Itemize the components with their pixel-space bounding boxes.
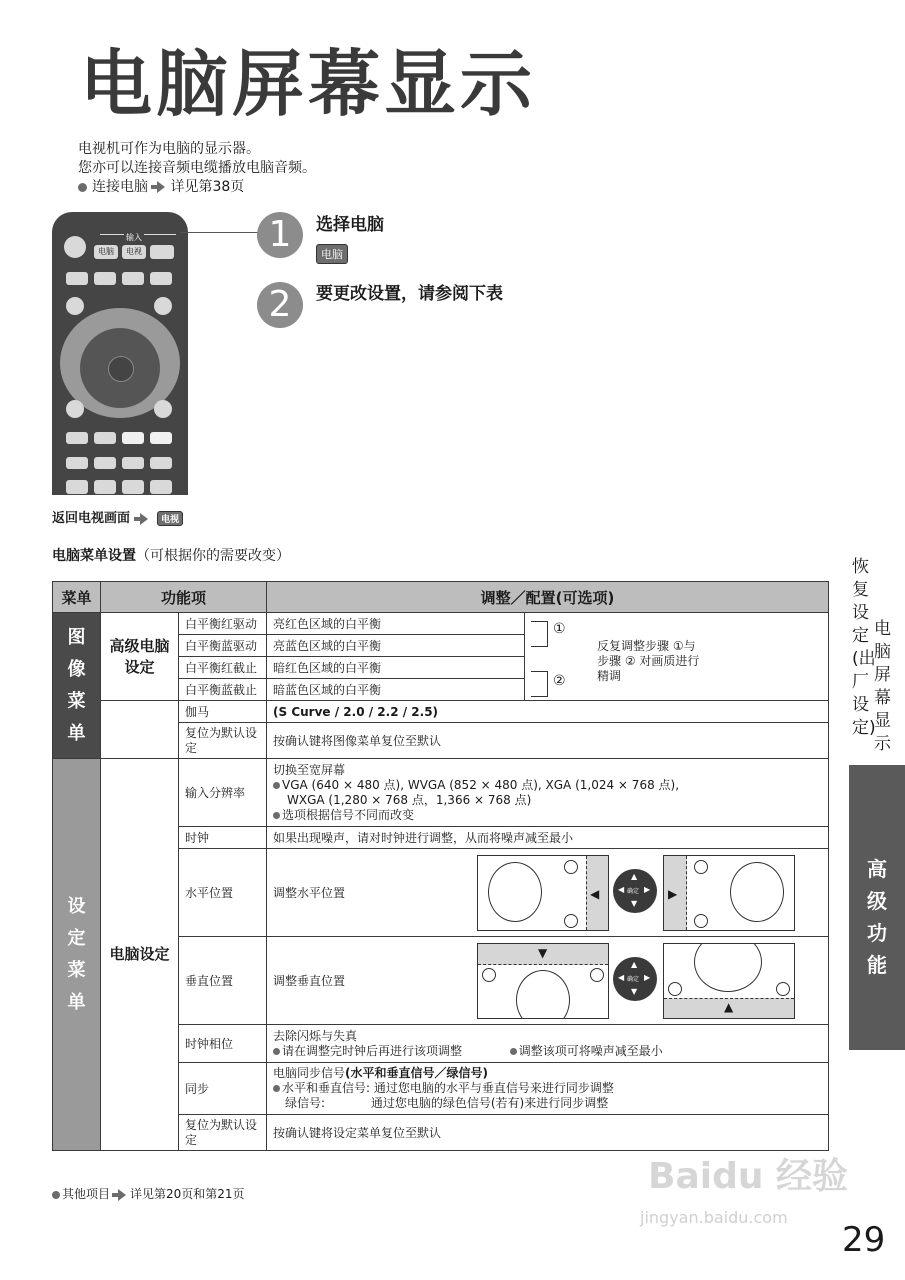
resolution-line-1: 切换至宽屏幕 <box>273 762 346 777</box>
circle-icon <box>694 860 708 874</box>
phase-line-2b: 调整该项可将噪声减至最小 <box>518 1043 663 1058</box>
sidebar-restore-label: 恢复设定(出厂设定) <box>852 557 876 738</box>
dial-left-icon: ◀ <box>618 973 625 982</box>
step-1-number: 1 <box>257 212 303 258</box>
arrow-right-icon: ▶ <box>668 887 678 901</box>
pc-settings-label: 电脑设定 <box>101 759 179 1151</box>
arrow-down-icon: ▼ <box>538 946 548 960</box>
bullet-icon <box>510 1048 517 1055</box>
bracket-2-icon <box>531 671 548 697</box>
bullet-icon <box>52 1191 60 1199</box>
pc-key-chip: 电脑 <box>316 244 348 264</box>
item-input-resolution: 输入分辨率 <box>179 759 267 827</box>
sync-line-1 <box>273 1066 822 1081</box>
sync-line-1b: (水平和垂直信号／绿信号) <box>345 1066 489 1080</box>
remote-button <box>150 457 172 469</box>
input-label: 输入 <box>126 233 142 242</box>
circle-icon <box>516 970 570 1019</box>
arrow-up-icon: ▲ <box>724 1000 734 1014</box>
resolution-line-2-text: VGA (640 × 480 点), WVGA (852 × 480 点), XGA (1,024 × 768 点), <box>282 777 680 792</box>
phase-line-2a: 请在调整完时钟后再进行该项调整 <box>282 1043 463 1058</box>
item-blue-drive: 白平衡蓝驱动 <box>179 635 267 657</box>
color-button <box>122 432 144 444</box>
desc-setup-reset: 按确认键将设定菜单复位至默认 <box>267 1115 829 1151</box>
resolution-line-2 <box>273 778 822 793</box>
dial-left-icon: ◀ <box>618 885 625 894</box>
fine-tune-note: 反复调整步骤 ①与步骤 ② 对画质进行精调 <box>597 639 700 683</box>
cursor-dial-icon <box>613 869 657 913</box>
color-button <box>66 432 88 444</box>
desc-red-drive: 亮红色区域的白平衡 <box>267 613 525 635</box>
arrow-right-icon <box>118 1189 126 1201</box>
header-adjust: 调整／配置(可选项) <box>267 582 829 613</box>
sync-line-3: 绿信号: 通过您电脑的绿色信号(若有)来进行同步调整 <box>285 1096 609 1110</box>
table-header-row <box>53 582 829 613</box>
intro-line-2: 您亦可以连接音频电缆播放电脑音频。 <box>78 160 316 176</box>
table-row <box>53 701 829 723</box>
intro-connect-label: 连接电脑 <box>92 179 148 195</box>
resolution-line-4-text: 选项根据信号不同而改变 <box>282 807 415 822</box>
circle-icon <box>488 862 542 922</box>
table-row <box>53 759 829 827</box>
sidebar-advanced-label: 高级功能 <box>867 857 887 977</box>
circle-icon <box>694 914 708 928</box>
footer-page-ref: 详见第20页和第21页 <box>130 1187 245 1201</box>
desc-input-resolution <box>267 759 829 827</box>
desc-red-cutoff: 暗红色区域的白平衡 <box>267 657 525 679</box>
remote-button <box>66 297 84 315</box>
power-button-icon <box>64 236 86 258</box>
remote-button <box>94 272 116 285</box>
desc-clock: 如果出现噪声，请对时钟进行调整，从而将噪声减至最小 <box>267 827 829 849</box>
dial-down-icon: ▼ <box>631 899 638 908</box>
desc-h-position <box>267 849 829 937</box>
dial-right-icon: ▶ <box>644 885 651 894</box>
remote-button <box>66 400 84 418</box>
bullet-icon <box>273 1085 280 1092</box>
resolution-line-3: WXGA (1,280 × 768 点，1,366 × 768 点) <box>287 792 532 807</box>
arrow-right-icon <box>157 181 165 193</box>
circle-icon <box>668 982 682 996</box>
h-position-before-diagram <box>477 855 609 931</box>
callout-line <box>180 232 260 233</box>
sidebar-pc-display-label: 电脑屏幕显示 <box>874 619 891 754</box>
resolution-line-4 <box>273 808 822 823</box>
intro-page-ref: 详见第38页 <box>170 179 245 195</box>
remote-button <box>122 480 144 494</box>
color-button <box>150 432 172 444</box>
circle-icon <box>694 943 762 992</box>
remote-button <box>94 480 116 494</box>
h-position-after-diagram <box>663 855 795 931</box>
circle-icon <box>776 982 790 996</box>
header-function: 功能项 <box>101 582 267 613</box>
menu-settings-title <box>52 545 290 565</box>
baidu-watermark-url: jingyan.baidu.com <box>640 1208 788 1227</box>
step-2-text: 要更改设置，请参阅下表 <box>316 284 503 304</box>
remote-control-illustration <box>52 212 188 495</box>
desc-v-position <box>267 937 829 1025</box>
arrow-right-icon <box>140 513 148 525</box>
circle-icon <box>482 968 496 982</box>
remote-button <box>122 272 144 285</box>
desc-gamma: (S Curve / 2.0 / 2.2 / 2.5) <box>267 701 829 723</box>
bullet-icon <box>273 782 280 789</box>
item-h-position: 水平位置 <box>179 849 267 937</box>
circle-icon <box>564 860 578 874</box>
step-2-number: 2 <box>257 282 303 328</box>
h-position-text: 调整水平位置 <box>273 886 346 900</box>
tv-key-chip: 电视 <box>157 511 183 526</box>
item-picture-reset: 复位为默认设定 <box>179 723 267 759</box>
dial-down-icon: ▼ <box>631 987 638 996</box>
v-position-after-diagram <box>663 943 795 1019</box>
bullet-icon <box>78 183 87 192</box>
item-red-cutoff: 白平衡红截止 <box>179 657 267 679</box>
arrow-left-icon: ◀ <box>590 887 600 901</box>
setup-menu-label: 设定菜单 <box>53 759 101 1151</box>
phase-line-2 <box>273 1044 822 1059</box>
color-button <box>94 432 116 444</box>
intro-line-3 <box>78 178 316 197</box>
remote-button <box>154 297 172 315</box>
settings-table <box>52 581 829 1151</box>
desc-blue-cutoff: 暗蓝色区域的白平衡 <box>267 679 525 701</box>
item-setup-reset: 复位为默认设定 <box>179 1115 267 1151</box>
remote-button <box>66 457 88 469</box>
dial-ok-label: 确定 <box>627 888 640 895</box>
remote-tv-button: 电视 <box>122 245 146 259</box>
circle-icon <box>564 914 578 928</box>
sync-line-1a: 电脑同步信号 <box>273 1066 346 1080</box>
sync-line-2-text: 水平和垂直信号: 通过您电脑的水平与垂直信号来进行同步调整 <box>282 1081 614 1095</box>
remote-button <box>94 457 116 469</box>
remote-pc-button: 电脑 <box>94 245 118 259</box>
dial-right-icon: ▶ <box>644 973 651 982</box>
back-to-tv <box>52 507 183 526</box>
step-1-key <box>316 243 348 264</box>
desc-picture-reset: 按确认键将图像菜单复位至默认 <box>267 723 829 759</box>
remote-button <box>66 272 88 285</box>
bullet-icon <box>273 812 280 819</box>
page-number: 29 <box>842 1220 886 1260</box>
footer-note <box>52 1185 245 1202</box>
desc-clock-phase <box>267 1025 829 1063</box>
item-clock-phase: 时钟相位 <box>179 1025 267 1063</box>
item-red-drive: 白平衡红驱动 <box>179 613 267 635</box>
remote-button <box>150 480 172 494</box>
v-position-before-diagram <box>477 943 609 1019</box>
dial-ok-label: 确定 <box>627 976 640 983</box>
header-menu: 菜单 <box>53 582 101 613</box>
sync-line-2 <box>273 1081 822 1096</box>
bracket-2-label: ② <box>553 673 566 689</box>
phase-line-1: 去除闪烁与失真 <box>273 1028 358 1043</box>
item-blue-cutoff: 白平衡蓝截止 <box>179 679 267 701</box>
bracket-1-icon <box>531 621 548 647</box>
baidu-watermark: Baidu 经验 <box>648 1156 849 1197</box>
v-position-text: 调整垂直位置 <box>273 974 346 988</box>
page-title: 电脑屏幕显示 <box>80 42 537 126</box>
cursor-dial-icon <box>613 957 657 1001</box>
sidebar-advanced-tab <box>849 765 905 1050</box>
menu-settings-title-bold: 电脑菜单设置 <box>52 548 136 564</box>
circle-icon <box>590 968 604 982</box>
dial-up-icon: ▲ <box>631 960 638 969</box>
desc-sync <box>267 1063 829 1115</box>
desc-blue-drive: 亮蓝色区域的白平衡 <box>267 635 525 657</box>
picture-menu-label: 图像菜单 <box>53 613 101 759</box>
remote-button <box>66 480 88 494</box>
item-gamma: 伽马 <box>179 701 267 723</box>
item-sync: 同步 <box>179 1063 267 1115</box>
remote-button <box>154 400 172 418</box>
table-row <box>53 613 829 635</box>
remote-button <box>122 457 144 469</box>
bullet-icon <box>273 1048 280 1055</box>
ok-button-icon <box>108 356 134 382</box>
remote-button <box>150 245 174 259</box>
item-clock: 时钟 <box>179 827 267 849</box>
white-balance-note-cell <box>525 613 829 701</box>
menu-settings-title-note: （可根据你的需要改变） <box>136 548 290 564</box>
circle-icon <box>730 862 784 922</box>
intro-text <box>78 140 316 197</box>
intro-line-1: 电视机可作为电脑的显示器。 <box>78 141 260 157</box>
remote-button <box>150 272 172 285</box>
step-1-text: 选择电脑 <box>316 215 384 235</box>
bracket-1-label: ① <box>553 621 566 637</box>
footer-prefix: 其他项目 <box>62 1187 111 1201</box>
back-to-tv-label: 返回电视画面 <box>52 511 131 526</box>
item-v-position: 垂直位置 <box>179 937 267 1025</box>
advanced-pc-settings-label: 高级电脑设定 <box>101 613 179 701</box>
picture-group-filler <box>101 701 179 759</box>
dial-up-icon: ▲ <box>631 872 638 881</box>
